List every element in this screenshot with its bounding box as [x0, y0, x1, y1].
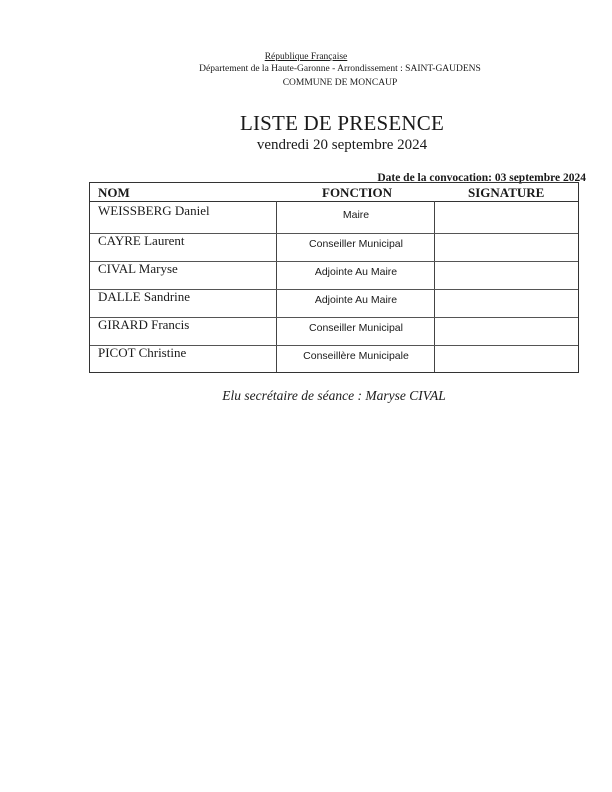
- column-header-signature: SIGNATURE: [468, 185, 545, 200]
- cell-nom: GIRARD Francis: [98, 317, 190, 332]
- header-divider: [90, 201, 578, 202]
- cell-nom: CIVAL Maryse: [98, 261, 178, 276]
- cell-fonction: Conseiller Municipal: [309, 238, 403, 250]
- column-divider: [276, 201, 277, 372]
- header-departement: Département de la Haute-Garonne - Arrondissement : SAINT-GAUDENS: [199, 64, 481, 74]
- cell-fonction: Conseiller Municipal: [309, 322, 403, 334]
- cell-fonction: Adjointe Au Maire: [314, 266, 398, 278]
- column-divider: [434, 201, 435, 372]
- column-header-nom: NOM: [98, 185, 130, 200]
- cell-fonction: Conseillère Municipale: [303, 350, 409, 362]
- presence-table: [89, 182, 579, 373]
- cell-fonction: Maire: [342, 209, 370, 221]
- page-subtitle: vendredi 20 septembre 2024: [256, 137, 428, 153]
- secretaire-de-seance: Elu secrétaire de séance : Maryse CIVAL: [222, 388, 446, 403]
- column-header-fonction: FONCTION: [322, 185, 393, 200]
- cell-nom: PICOT Christine: [98, 345, 187, 360]
- header-republique: République Française: [264, 52, 348, 62]
- cell-nom: WEISSBERG Daniel: [98, 203, 210, 218]
- cell-nom: DALLE Sandrine: [98, 289, 191, 304]
- header-commune: COMMUNE DE MONCAUP: [282, 78, 398, 88]
- cell-fonction: Adjointe Au Maire: [314, 294, 398, 306]
- cell-nom: CAYRE Laurent: [98, 233, 185, 248]
- convocation-date: Date de la convocation: 03 septembre 2024: [377, 172, 586, 184]
- page-title: LISTE DE PRESENCE: [239, 111, 445, 135]
